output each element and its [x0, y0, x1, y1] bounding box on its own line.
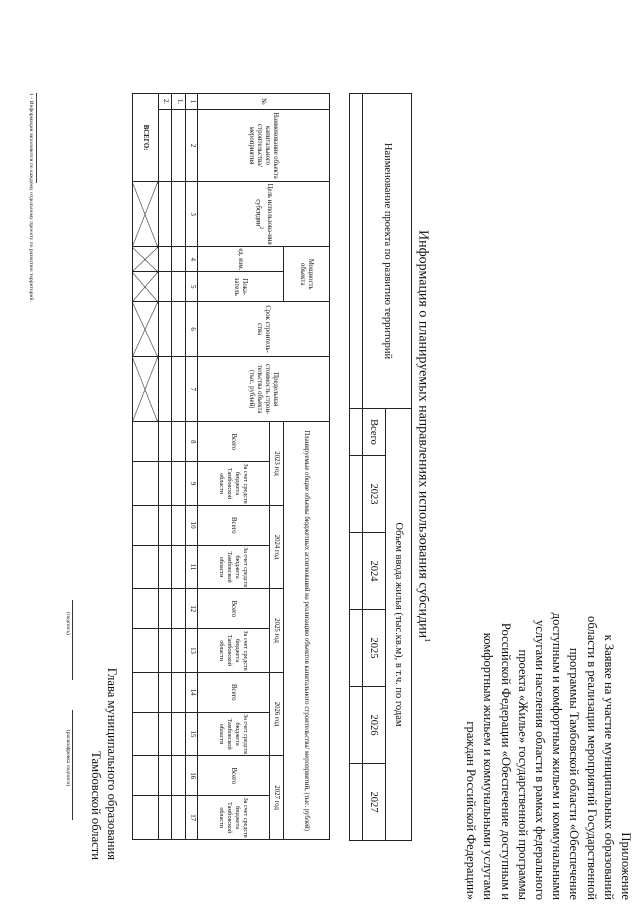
header-volume: Объем ввода жилья (тыс.кв.м), в т.ч. по годам [385, 409, 411, 841]
header-object-name: Наименование объекта капитального строительства/ мероприятия [197, 110, 329, 182]
header-year-regional: За счет средств бюджета Тамбовской области [197, 545, 269, 588]
header-year: 2023 [363, 456, 385, 533]
cell-empty [350, 610, 363, 687]
header-year-total: Всего [197, 589, 269, 629]
cell-empty [158, 589, 172, 629]
appendix-line: проекта «Жилье» государственной программы [515, 649, 530, 900]
document-title [414, 230, 432, 642]
cell-empty [158, 302, 172, 357]
appendix-line: к Заявке на участие муниципальных образований [601, 634, 616, 900]
cell-empty [133, 422, 159, 462]
header-year-2026: 2026 год [269, 672, 283, 756]
header-project-name: Наименование проекта по развитию территорий [363, 94, 412, 409]
cell-empty [172, 712, 186, 755]
col-number: 4 [186, 247, 198, 272]
cell-empty [172, 505, 186, 545]
cell-empty [172, 462, 186, 505]
cell-empty [172, 272, 186, 302]
cell-empty [172, 796, 186, 840]
col-number: 3 [186, 182, 198, 247]
header-year: 2026 [363, 687, 385, 764]
cell-empty [133, 589, 159, 629]
col-number: 7 [186, 357, 198, 422]
cell-empty [158, 462, 172, 505]
title-text: Информация о планируемых направлениях использования субсидии [415, 230, 431, 639]
header-year-2027: 2027 год [269, 756, 283, 840]
header-year-regional: За счет средств бюджета Тамбовской области [197, 462, 269, 505]
col-number: 17 [186, 796, 198, 840]
signature-block [88, 560, 120, 860]
header-indicator: Пока-затель [197, 272, 283, 302]
footnote-divider [36, 93, 37, 183]
cell-empty [158, 357, 172, 422]
header-year-total: Всего [197, 422, 269, 462]
col-number: 5 [186, 272, 198, 302]
col-number: 1 [186, 94, 198, 110]
cell-empty [172, 756, 186, 796]
col-number: 12 [186, 589, 198, 629]
cell-empty [158, 182, 172, 247]
total-label: ВСЕГО: [133, 94, 159, 182]
header-capacity: Мощность объекта [283, 247, 329, 302]
column-numbers-row [186, 94, 198, 840]
appendix-line: Российской Федерации «Обеспечение доступным и [498, 622, 513, 900]
cell-empty [172, 357, 186, 422]
col-number: 13 [186, 629, 198, 672]
cell-empty [158, 545, 172, 588]
cell-empty [133, 712, 159, 755]
appendix-line: Приложение [619, 832, 633, 900]
header-total: Всего [363, 409, 385, 456]
header-year-regional: За счет средств бюджета Тамбовской области [197, 712, 269, 755]
cell-empty [172, 182, 186, 247]
cell-empty [172, 629, 186, 672]
header-year: 2025 [363, 610, 385, 687]
header-unit: ед. изм. [197, 247, 283, 272]
header-funding: Планируемые общие объемы бюджетных ассигнований на реализацию объектов капитального строительства/ мероприятий, (тыс. рублей) [283, 422, 329, 840]
purpose-footnote-mark: 2 [258, 226, 265, 230]
project-table [349, 93, 412, 841]
col-number: 11 [186, 545, 198, 588]
col-number: 8 [186, 422, 198, 462]
purpose-text: Цель использова-ния субсидии [254, 183, 274, 245]
cell-empty [172, 247, 186, 272]
cell-empty [350, 409, 363, 456]
col-number: 9 [186, 462, 198, 505]
header-year-regional: За счет средств бюджета Тамбовской области [197, 629, 269, 672]
cell-empty [158, 505, 172, 545]
signature-caption: (подпись) [65, 612, 71, 635]
header-cost: Предельная стоимость строи-тельства объекта (тыс. рублей) [197, 357, 329, 422]
cell-empty [133, 545, 159, 588]
cell-empty [133, 462, 159, 505]
appendix-line: комфортным жильем и коммунальными услугами [481, 632, 496, 900]
cell-empty [158, 756, 172, 796]
appendix-header [462, 515, 634, 900]
crossed-cell [133, 302, 159, 357]
cell-empty [350, 533, 363, 610]
appendix-line: граждан Российской Федерации» [464, 721, 479, 900]
cell-empty [133, 629, 159, 672]
cell-empty [158, 422, 172, 462]
cell-empty [350, 94, 363, 409]
table-row [158, 94, 172, 840]
signature-line [72, 600, 73, 680]
cell-empty [158, 796, 172, 840]
header-year-2024: 2024 год [269, 505, 283, 589]
cell-empty [172, 672, 186, 712]
col-number: 6 [186, 302, 198, 357]
cell-empty [158, 672, 172, 712]
header-year: 2024 [363, 533, 385, 610]
header-year-total: Всего [197, 672, 269, 712]
appendix-line: доступным и комфортным жильем и коммунальными [550, 612, 565, 900]
table-row [172, 94, 186, 840]
cell-empty [172, 589, 186, 629]
header-no: № [197, 94, 329, 110]
cell-empty [158, 712, 172, 755]
total-row [133, 94, 159, 840]
cell-empty [133, 756, 159, 796]
header-purpose [197, 182, 329, 247]
footnote: 1 - Информация заполняется по каждому отдельному проекту по развитию территорий. [28, 93, 34, 302]
cell-empty [172, 422, 186, 462]
header-year-total: Всего [197, 756, 269, 796]
cell-empty [133, 796, 159, 840]
header-year-2023: 2023 год [269, 422, 283, 506]
col-number: 14 [186, 672, 198, 712]
header-term: Срок строитель-ства [197, 302, 329, 357]
name-line [72, 710, 73, 820]
funding-table [132, 93, 330, 840]
crossed-cell [133, 182, 159, 247]
cell-empty [158, 272, 172, 302]
crossed-cell [133, 272, 159, 302]
cell-empty [172, 545, 186, 588]
name-caption: (расшифровка подписи) [65, 730, 71, 787]
crossed-cell [133, 357, 159, 422]
cell-empty [158, 110, 172, 182]
row-number: 1. [172, 94, 186, 110]
cell-empty [133, 672, 159, 712]
signature-title: Глава муниципального образования [105, 667, 119, 860]
header-year-regional: За счет средств бюджета Тамбовской области [197, 796, 269, 840]
col-number: 2 [186, 110, 198, 182]
cell-empty [350, 456, 363, 533]
header-year-2025: 2025 год [269, 589, 283, 673]
appendix-line: области в реализации мероприятий Государственной [584, 616, 599, 900]
header-year: 2027 [363, 764, 385, 841]
signature-region: Тамбовской области [89, 751, 103, 860]
appendix-line: услугами населения области в рамках федерального [532, 620, 547, 900]
col-number: 10 [186, 505, 198, 545]
col-number: 15 [186, 712, 198, 755]
appendix-line: программы Тамбовской области «Обеспечение [567, 647, 582, 900]
cell-empty [172, 110, 186, 182]
cell-empty [158, 629, 172, 672]
cell-empty [350, 687, 363, 764]
cell-empty [158, 247, 172, 272]
header-year-total: Всего [197, 505, 269, 545]
cell-empty [172, 302, 186, 357]
cell-empty [133, 505, 159, 545]
crossed-cell [133, 247, 159, 272]
col-number: 16 [186, 756, 198, 796]
title-footnote-mark: 1 [423, 638, 432, 643]
cell-empty [350, 764, 363, 841]
row-number: 2. [158, 94, 172, 110]
